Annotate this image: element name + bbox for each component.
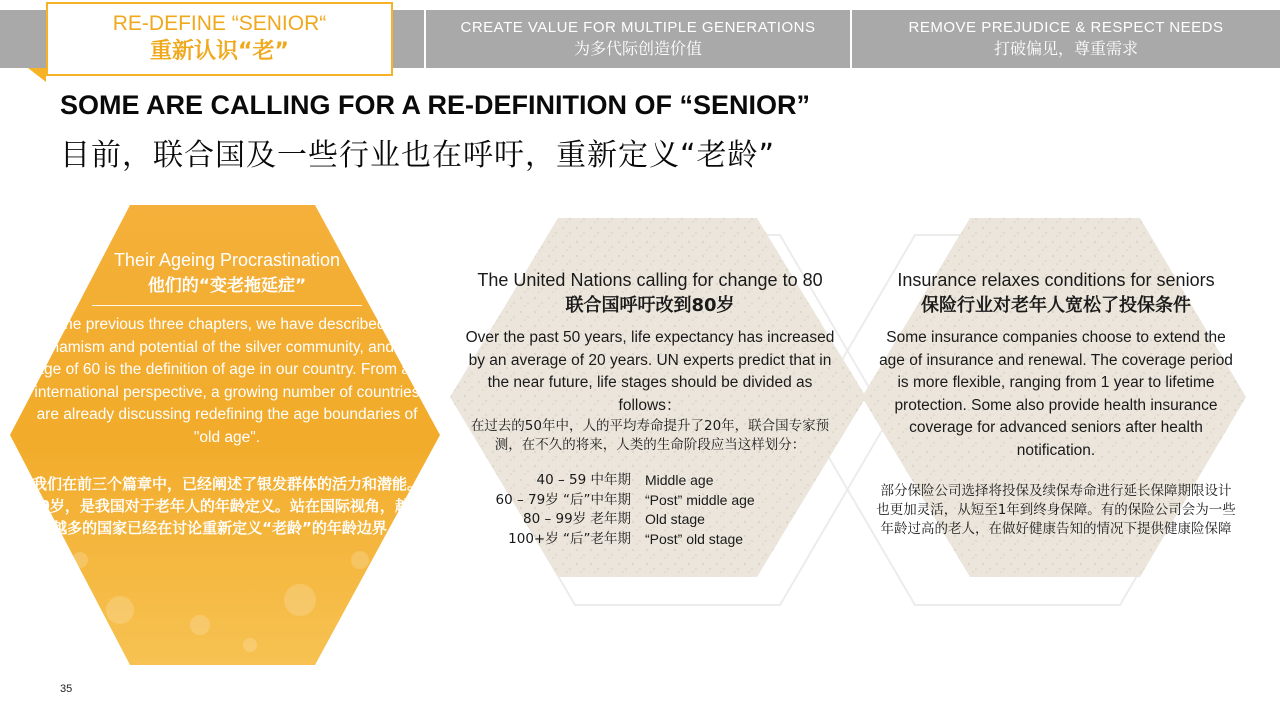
page-title: SOME ARE CALLING FOR A RE-DEFINITION OF “SENIOR”	[60, 90, 811, 120]
hexagon-body-zh: 部分保险公司选择将投保及续保寿命进行延长保障期限设计也更加灵活，从短至1年到终身保障。有的保险公司会为一些年龄过高的老人，在做好健康告知的情况下提供健康险保障	[876, 483, 1236, 537]
life-stage-row	[465, 491, 835, 511]
stage-label: Old stage	[645, 511, 705, 527]
life-stage-row	[465, 471, 835, 491]
hexagon-title-zh: 联合国呼吁改到80岁	[565, 295, 735, 316]
stage-range: 60 – 79岁 “后”中年期	[495, 491, 631, 508]
page-number: 35	[60, 683, 73, 695]
stage-range: 80 – 99岁 老年期	[523, 511, 631, 527]
tab-label-zh: 打破偏见，尊重需求	[993, 39, 1138, 58]
hexagon-title-en: The United Nations calling for change to 80	[477, 270, 823, 290]
hexagon-insurance-text	[876, 268, 1236, 539]
tab-label-zh: 为多代际创造价值	[573, 39, 702, 58]
hexagon-united-nations-text	[465, 268, 835, 549]
stage-range: 100+岁 “后”老年期	[508, 530, 631, 547]
hexagon-title-zh: 保险行业对老年人宽松了投保条件	[921, 295, 1191, 316]
tab-label-en: REMOVE PREJUDICE & RESPECT NEEDS	[908, 19, 1224, 36]
stage-label: “Post” old stage	[645, 530, 744, 547]
page-subtitle: 目前，联合国及一些行业也在呼吁，重新定义“老龄”	[60, 138, 776, 173]
hexagon-ageing-text	[22, 248, 432, 539]
hexagon-title-en: Their Ageing Procrastination	[113, 250, 341, 270]
hexagon-body-zh: 在过去的50年中，人的平均寿命提升了20年，联合国专家预测，在不久的将来，人类的生命阶段应当这样划分：	[470, 418, 830, 453]
hexagon-body-en: In the previous three chapters, we have described the dynamism and potential of the silver community, and the age of 60 is the definition of age in our country. From an international perspective, a growing number of countries are already discussing redefining the age boundaries of "old age".	[34, 316, 420, 446]
tab-label-zh: 重新认识“老”	[150, 39, 289, 64]
title-divider	[92, 305, 362, 306]
hexagon-body-en: Over the past 50 years, life expectancy has increased by an average of 20 years. UN experts predict that in the near future, life stages should be divided as follows：	[465, 329, 835, 414]
stage-label: “Post” middle age	[645, 491, 755, 508]
tab-label-en: CREATE VALUE FOR MULTIPLE GENERATIONS	[460, 19, 816, 36]
hexagon-body-en: Some insurance companies choose to extend the age of insurance and renewal. The coverage period is more flexible, ranging from 1 year to lifetime protection. Some also provide health insurance coverage for advanced seniors after health notification.	[879, 329, 1233, 459]
stage-range: 40 – 59 中年期	[536, 472, 631, 488]
tab-label-en: RE-DEFINE “SENIOR“	[112, 12, 327, 35]
life-stages-list	[465, 471, 835, 549]
hexagon-body-zh: 我们在前三个篇章中，已经阐述了银发群体的活力和潜能。60岁，是我国对于老年人的年龄定义。站在国际视角，越来越多的国家已经在讨论重新定义“老龄”的年龄边界。	[29, 475, 425, 537]
hexagon-title-en: Insurance relaxes conditions for seniors	[897, 270, 1215, 290]
life-stage-row	[465, 510, 835, 530]
hexagon-title-zh: 他们的“变老拖延症”	[147, 276, 307, 296]
stage-label: Middle age	[645, 472, 714, 488]
life-stage-row	[465, 530, 835, 550]
